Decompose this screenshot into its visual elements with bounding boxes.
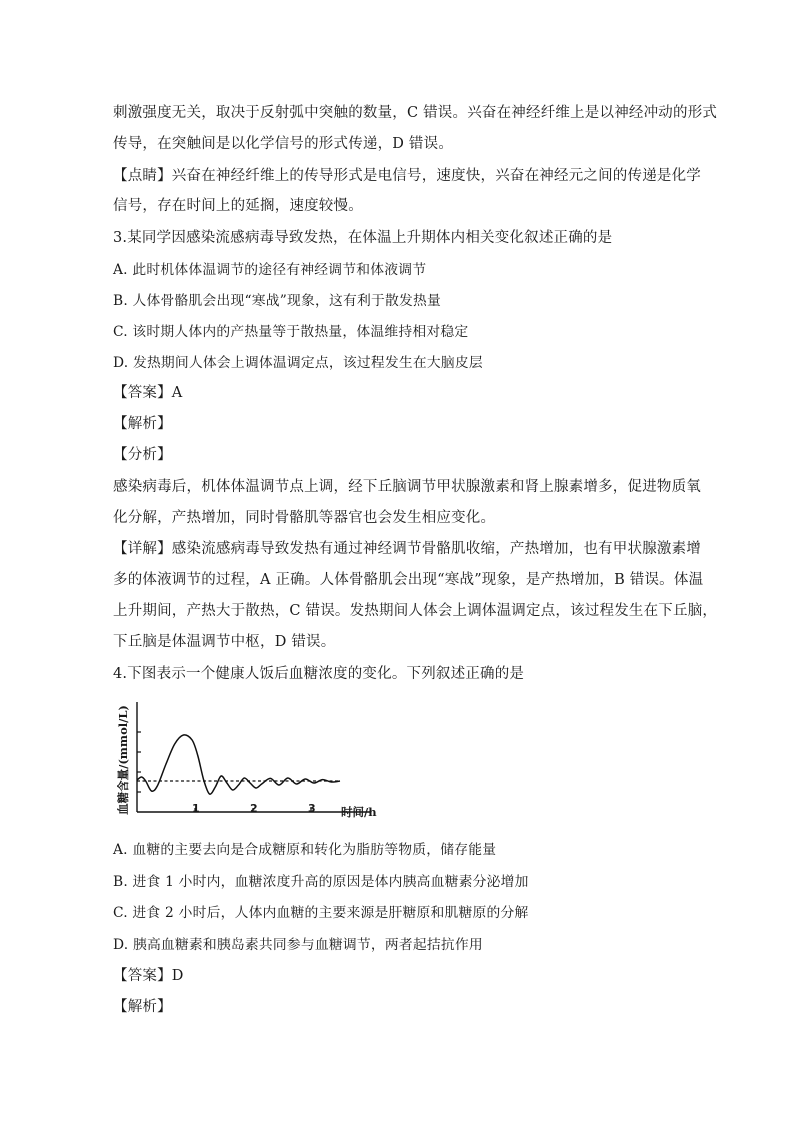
x-axis-label: 时间/h bbox=[341, 805, 377, 819]
x-tick-label: 1 bbox=[192, 802, 200, 815]
text-line: C. 进食 2 小时后，人体内血糖的主要来源是肝糖原和肌糖原的分解 bbox=[113, 905, 529, 921]
x-tick-label: 3 bbox=[308, 802, 316, 815]
text-line: 上升期间，产热大于散热，C 错误。发热期间人体会上调体温调定点，该过程发生在下丘脑， bbox=[113, 603, 718, 619]
y-axis-label: 血糖含量/(mmol/L) bbox=[116, 705, 130, 815]
text-line: 刺激强度无关，取决于反射弧中突触的数量，C 错误。兴奋在神经纤维上是以神经冲动的形式 bbox=[113, 105, 718, 121]
text-line: 信号，存在时间上的延搁，速度较慢。 bbox=[113, 198, 363, 214]
text-line: A. 血糖的主要去向是合成糖原和转化为脂肪等物质，储存能量 bbox=[113, 842, 497, 858]
text-line: 传导，在突触间是以化学信号的形式传递，D 错误。 bbox=[113, 136, 454, 152]
text-line: 感染病毒后，机体体温调节点上调，经下丘脑调节甲状腺激素和肾上腺素增多，促进物质氧 bbox=[113, 479, 701, 495]
text-line: 4.下图表示一个健康人饭后血糖浓度的变化。下列叙述正确的是 bbox=[113, 666, 525, 682]
text-line: A. 此时机体体温调节的途径有神经调节和体液调节 bbox=[113, 262, 427, 278]
text-line: 【分析】 bbox=[113, 447, 172, 463]
text-line: 【答案】D bbox=[113, 968, 184, 984]
text-line: D. 发热期间人体会上调体温调定点，该过程发生在大脑皮层 bbox=[113, 355, 483, 371]
text-line: 下丘脑是体温调节中枢，D 错误。 bbox=[113, 634, 336, 650]
text-line: 【答案】A bbox=[113, 385, 183, 401]
text-line: B. 进食 1 小时内，血糖浓度升高的原因是体内胰高血糖素分泌增加 bbox=[113, 874, 529, 890]
text-line: D. 胰高血糖素和胰岛素共同参与血糖调节，两者起拮抗作用 bbox=[113, 937, 483, 953]
text-line: 【解析】 bbox=[113, 416, 172, 432]
text-line: 【点睛】兴奋在神经纤维上的传导形式是电信号，速度快，兴奋在神经元之间的传递是化学 bbox=[113, 168, 701, 184]
blood-glucose-chart bbox=[113, 694, 393, 830]
glucose-curve bbox=[137, 735, 340, 794]
text-line: C. 该时期人体内的产热量等于散热量，体温维持相对稳定 bbox=[113, 324, 469, 340]
text-line: 多的体液调节的过程，A 正确。人体骨骼肌会出现“寒战”现象，是产热增加，B 错误。体温 bbox=[113, 572, 704, 588]
x-tick-label: 2 bbox=[250, 802, 258, 815]
text-line: B. 人体骨骼肌会出现“寒战”现象，这有利于散发热量 bbox=[113, 293, 441, 309]
text-line: 【解析】 bbox=[113, 999, 172, 1015]
text-line: 3.某同学因感染流感病毒导致发热，在体温上升期体内相关变化叙述正确的是 bbox=[113, 230, 613, 246]
text-line: 【详解】感染流感病毒导致发热有通过神经调节骨骼肌收缩，产热增加，也有甲状腺激素增 bbox=[113, 541, 701, 557]
text-line: 化分解，产热增加，同时骨骼肌等器官也会发生相应变化。 bbox=[113, 510, 496, 526]
